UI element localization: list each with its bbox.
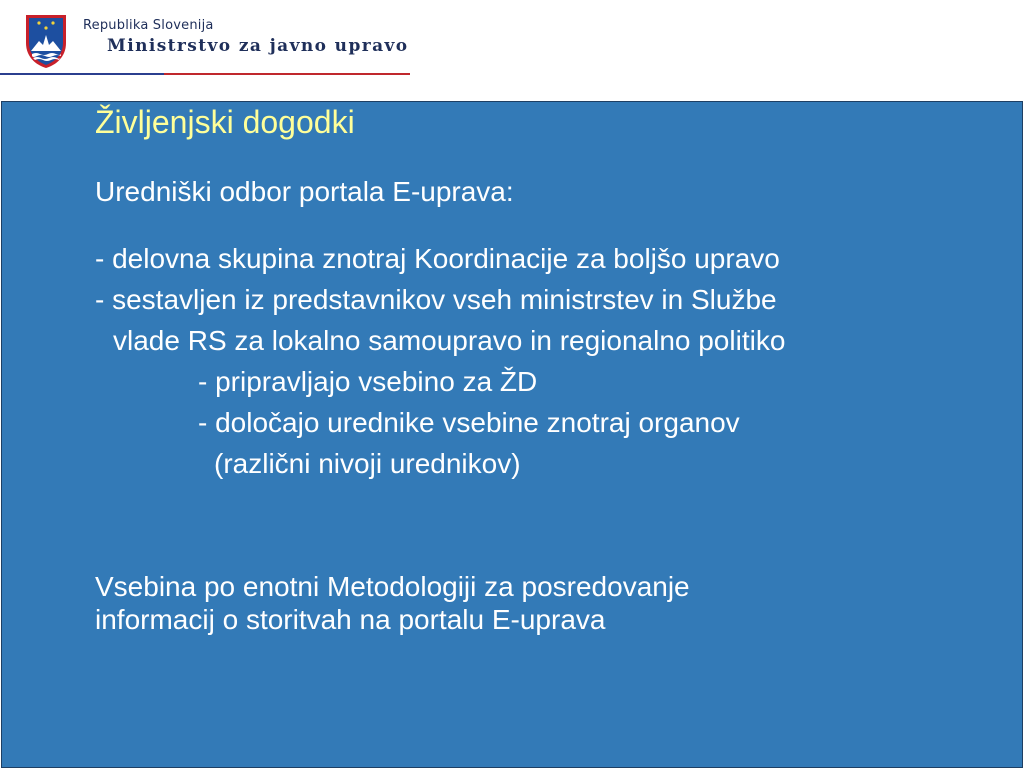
slide-title: Življenjski dogodki bbox=[95, 104, 355, 140]
slide-subtitle: Uredniški odbor portala E-uprava: bbox=[95, 176, 514, 207]
header-rule-blue bbox=[0, 73, 164, 75]
closing-line: informacij o storitvah na portalu E-uprava bbox=[95, 604, 606, 635]
sub-bullet-line: - pripravljajo vsebino za ŽD bbox=[198, 366, 538, 397]
bullet-line: - delovna skupina znotraj Koordinacije za boljšo upravo bbox=[95, 243, 780, 274]
bullet-line: vlade RS za lokalno samoupravo in regionalno politiko bbox=[113, 325, 786, 356]
bullet-line: - sestavljen iz predstavnikov vseh ministrstev in Službe bbox=[95, 284, 777, 315]
header bbox=[0, 0, 1024, 100]
org-ministry-label: Ministrstvo za javno upravo bbox=[107, 36, 409, 56]
sub-bullet-line: - določajo urednike vsebine znotraj organov bbox=[198, 407, 740, 438]
header-rule-red bbox=[164, 73, 410, 75]
sub-bullet-line: (različni nivoji urednikov) bbox=[214, 448, 521, 479]
closing-line: Vsebina po enotni Metodologiji za posredovanje bbox=[95, 571, 690, 602]
org-republic-label: Republika Slovenija bbox=[83, 18, 214, 33]
coat-of-arms-of-slovenia-icon bbox=[24, 13, 68, 69]
